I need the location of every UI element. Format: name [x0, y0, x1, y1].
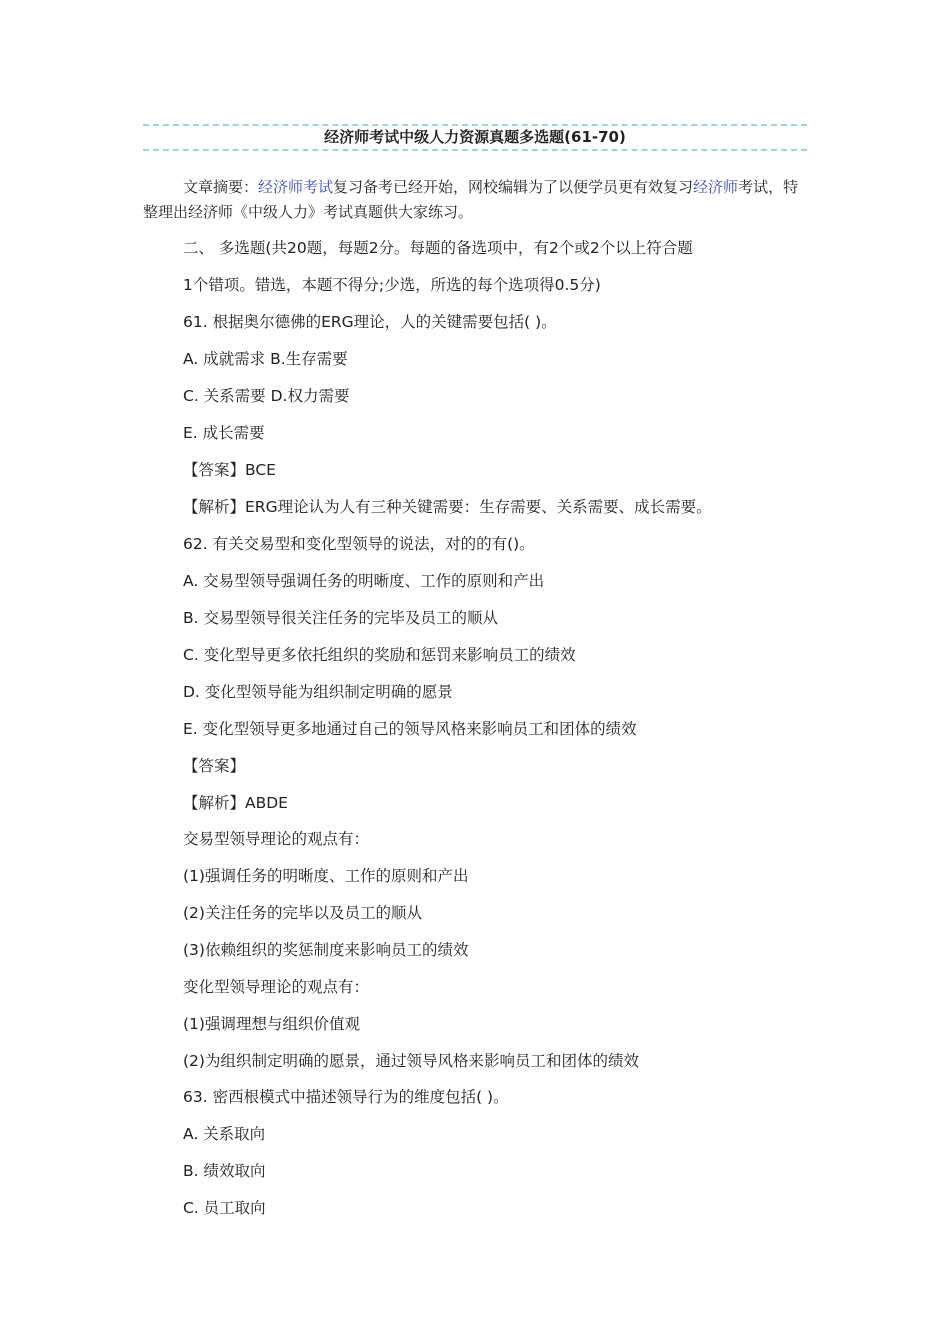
title-divider-top	[143, 124, 807, 126]
transformational-theory-heading: 变化型领导理论的观点有：	[183, 978, 370, 996]
economist-link[interactable]: 经济师	[693, 178, 739, 196]
transactional-theory-heading: 交易型领导理论的观点有：	[183, 830, 370, 848]
question-62: 62. 有关交易型和变化型领导的说法，对的的有()。	[183, 535, 535, 553]
q61-options-ab: A. 成就需求 B.生存需要	[183, 350, 348, 368]
q62-option-a: A. 交易型领导强调任务的明晰度、工作的原则和产出	[183, 572, 545, 590]
summary-suffix: 考试，特整理出经济师《中级人力》考试真题供大家练习。	[143, 178, 799, 221]
q63-option-a: A. 关系取向	[183, 1125, 266, 1143]
transactional-point-1: (1)强调任务的明晰度、工作的原则和产出	[183, 867, 469, 885]
question-63: 63. 密西根模式中描述领导行为的维度包括( )。	[183, 1088, 509, 1106]
q62-explanation: 【解析】ABDE	[183, 794, 288, 812]
transformational-point-1: (1)强调理想与组织价值观	[183, 1015, 360, 1033]
transactional-point-2: (2)关注任务的完毕以及员工的顺从	[183, 904, 422, 922]
summary-middle: 复习备考已经开始，网校编辑为了以便学员更有效复习	[333, 178, 694, 196]
page-title: 经济师考试中级人力资源真题多选题(61-70)	[324, 128, 626, 146]
economist-exam-link[interactable]: 经济师考试	[258, 178, 334, 196]
q61-option-e: E. 成长需要	[183, 424, 265, 442]
q62-option-d: D. 变化型领导能为组织制定明确的愿景	[183, 683, 453, 701]
q62-answer: 【答案】	[183, 757, 246, 775]
q63-option-b: B. 绩效取向	[183, 1162, 266, 1180]
title-band	[143, 122, 807, 153]
article-summary	[143, 175, 807, 225]
q62-option-b: B. 交易型领导很关注任务的完毕及员工的顺从	[183, 609, 498, 627]
q62-option-e: E. 变化型领导更多地通过自己的领导风格来影响员工和团体的绩效	[183, 720, 637, 738]
q62-option-c: C. 变化型导更多依托组织的奖励和惩罚来影响员工的绩效	[183, 646, 576, 664]
q61-explanation: 【解析】ERG理论认为人有三种关键需要：生存需要、关系需要、成长需要。	[183, 498, 712, 516]
question-61: 61. 根据奥尔德佛的ERG理论，人的关键需要包括( )。	[183, 313, 557, 331]
section-heading: 二、 多选题(共20题，每题2分。每题的备选项中，有2个或2个以上符合题	[183, 239, 693, 257]
q61-options-cd: C. 关系需要 D.权力需要	[183, 387, 350, 405]
section-instructions: 1个错项。错选，本题不得分;少选，所选的每个选项得0.5分)	[183, 276, 601, 294]
transformational-point-2: (2)为组织制定明确的愿景，通过领导风格来影响员工和团体的绩效	[183, 1052, 639, 1070]
q63-option-c: C. 员工取向	[183, 1199, 266, 1217]
q61-answer: 【答案】BCE	[183, 461, 276, 479]
summary-prefix: 文章摘要：	[183, 178, 259, 196]
title-divider-bottom	[143, 149, 807, 151]
transactional-point-3: (3)依赖组织的奖惩制度来影响员工的绩效	[183, 941, 469, 959]
